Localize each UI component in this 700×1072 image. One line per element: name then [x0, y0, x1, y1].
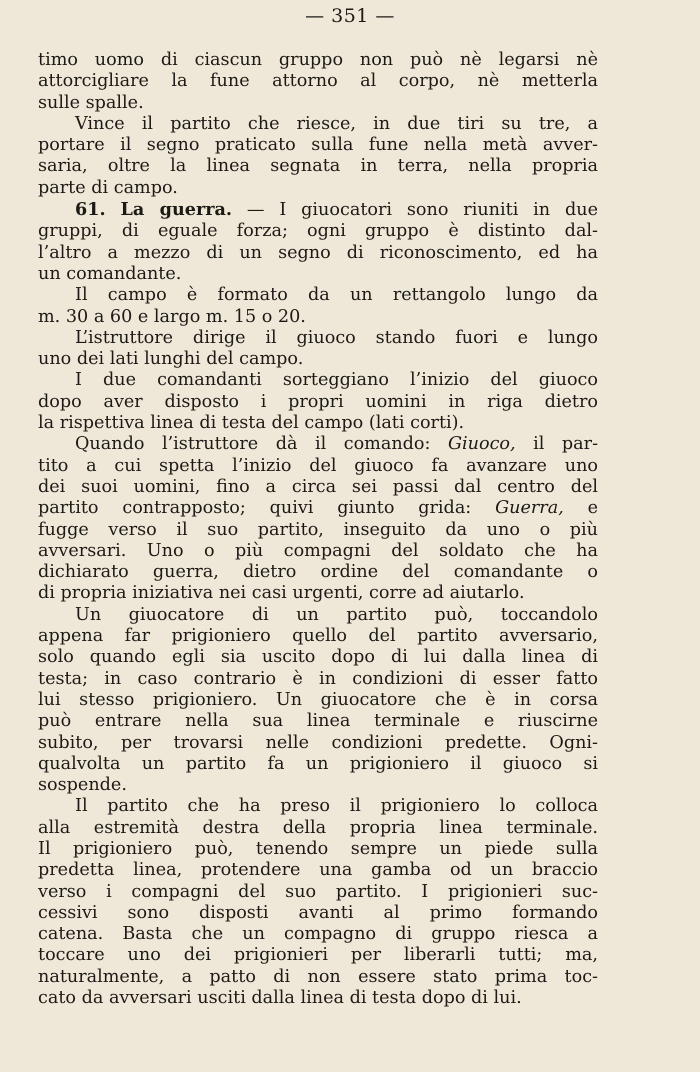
command-word: Guerra, — [495, 498, 564, 519]
text-line: Un giuocatore di un partito può, toccandolo — [75, 604, 598, 625]
text-line: Vince il partito che riesce, in due tiri su tre, a — [75, 113, 598, 134]
text-line: alla estremità destra della propria linea terminale. — [38, 817, 598, 838]
text-fragment: e — [587, 498, 599, 519]
text-line: testa; in caso contrario è in condizioni di esser fatto — [38, 668, 598, 689]
page-number: — 351 — — [305, 5, 395, 27]
paragraph — [38, 328, 598, 371]
text-line: cato da avversari usciti dalla linea di testa dopo di lui. — [38, 988, 522, 1009]
text-line — [38, 498, 598, 519]
text-line: può entrare nella sua linea terminale e riuscirne — [38, 711, 598, 732]
section-61 — [38, 199, 598, 285]
text-line: Il partito che ha preso il prigioniero lo colloca — [75, 796, 598, 817]
text-line: timo uomo di ciascun gruppo non può nè legarsi nè — [38, 50, 598, 70]
text-line: tito a cui spetta l’inizio del giuoco fa avanzare uno — [38, 455, 598, 476]
text-line: sulle spalle. — [38, 92, 144, 113]
text-line: Il campo è formato da un rettangolo lungo da — [75, 285, 598, 306]
paragraph — [38, 605, 598, 797]
section-heading-line — [38, 199, 598, 221]
text-fragment: il par- — [533, 434, 599, 455]
text-line: attorcigliare la fune attorno al corpo, nè metterla — [38, 71, 598, 92]
text-line: dopo aver disposto i propri uomini in riga dietro — [38, 391, 598, 412]
text-line: lui stesso prigioniero. Un giuocatore che è in corsa — [38, 689, 598, 710]
text-line: I due comandanti sorteggiano l’inizio del giuoco — [75, 370, 598, 391]
text-line: avversari. Uno o più compagni del soldato che ha — [38, 540, 598, 561]
text-line: fugge verso il suo partito, inseguito da uno o più — [38, 519, 598, 540]
text-fragment: — I giuocatori sono riuniti in due — [246, 200, 599, 221]
paragraph — [38, 114, 598, 199]
text-line: qualvolta un partito fa un prigioniero il giuoco si — [38, 753, 598, 774]
paragraph — [38, 285, 598, 328]
section-number: 61. — [75, 199, 106, 221]
text-line: dei suoi uomini, fino a circa sei passi dal centro del — [38, 476, 598, 497]
paragraph — [38, 796, 598, 1009]
text-line: dichiarato guerra, dietro ordine del comandante o — [38, 562, 598, 583]
text-line: la rispettiva linea di testa del campo (lati corti). — [38, 413, 465, 434]
text-line: parte di campo. — [38, 177, 178, 198]
text-line: saria, oltre la linea segnata in terra, nella propria — [38, 156, 598, 177]
text-line: sospende. — [38, 775, 127, 796]
text-line: portare il segno praticato sulla fune nella metà avver- — [38, 135, 598, 156]
text-line — [38, 434, 598, 455]
text-line: un comandante. — [38, 263, 182, 284]
section-title: La guerra. — [120, 199, 233, 221]
text-line: Il prigioniero può, tenendo sempre un piede sulla — [38, 838, 598, 859]
text-line: di propria iniziativa nei casi urgenti, corre ad aiutarlo. — [38, 583, 525, 604]
page-body — [38, 50, 598, 1009]
text-line: subito, per trovarsi nelle condizioni predette. Ogni- — [38, 732, 598, 753]
text-line: gruppi, di eguale forza; ogni gruppo è distinto dal- — [38, 221, 598, 242]
text-fragment: Quando l’istruttore dà il comando: — [75, 434, 431, 455]
text-line: verso i compagni del suo partito. I prigionieri suc- — [38, 881, 598, 902]
text-line: naturalmente, a patto di non essere stato prima toc- — [38, 966, 598, 987]
text-fragment: partito contrapposto; quivi giunto grida: — [38, 498, 472, 519]
text-line: toccare uno dei prigionieri per liberarli tutti; ma, — [38, 945, 598, 966]
text-line: l’altro a mezzo di un segno di riconoscimento, ed ha — [38, 242, 598, 263]
paragraph — [38, 434, 598, 604]
text-line: appena far prigioniero quello del partito avversario, — [38, 626, 598, 647]
paragraph — [38, 370, 598, 434]
command-word: Giuoco, — [447, 434, 516, 455]
text-line: L’istruttore dirige il giuoco stando fuori e lungo — [75, 327, 598, 348]
text-line: solo quando egli sia uscito dopo di lui dalla linea di — [38, 647, 598, 668]
text-line: catena. Basta che un compagno di gruppo riesca a — [38, 924, 598, 945]
text-line: m. 30 a 60 e largo m. 15 o 20. — [38, 306, 306, 327]
paragraph — [38, 50, 598, 114]
text-line: cessivi sono disposti avanti al primo formando — [38, 902, 598, 923]
text-line: predetta linea, protendere una gamba od un braccio — [38, 860, 598, 881]
text-line: uno dei lati lunghi del campo. — [38, 349, 304, 370]
